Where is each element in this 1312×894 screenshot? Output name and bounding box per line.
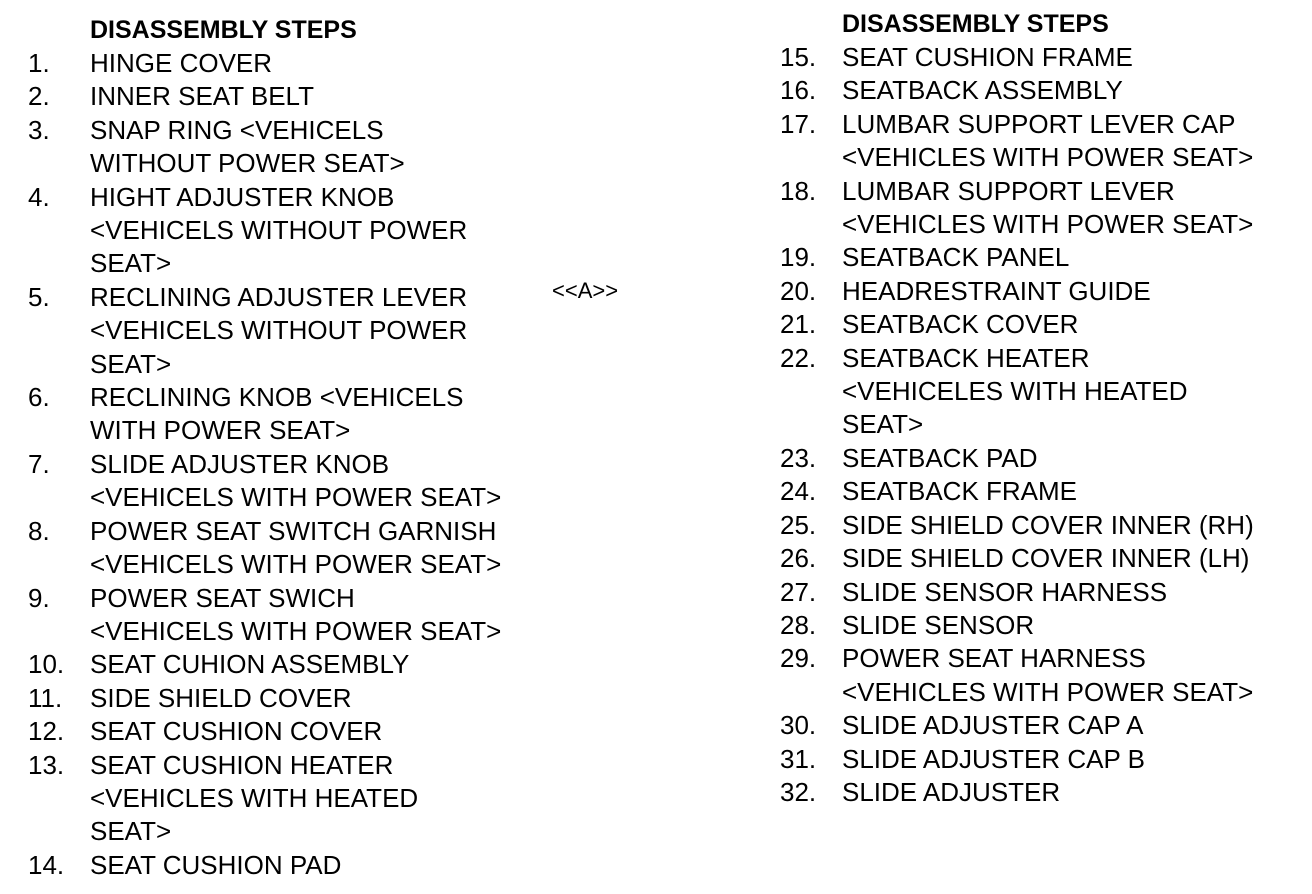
step-text <box>90 515 501 582</box>
right-steps-list <box>780 41 1254 809</box>
step-text <box>842 41 1133 74</box>
step-number: 29. <box>780 643 817 674</box>
step-text-line: SLIDE ADJUSTER KNOB <box>90 448 390 479</box>
step-item <box>780 542 1254 575</box>
step-item <box>780 275 1254 308</box>
step-item <box>780 74 1254 107</box>
step-item <box>28 682 501 715</box>
step-number: 1. <box>28 48 50 78</box>
step-item <box>28 281 501 381</box>
step-text-line: LUMBAR SUPPORT LEVER CAP <box>842 108 1236 139</box>
step-text-line: SEAT> <box>90 816 172 847</box>
step-text-line: <VEHICELS WITH POWER SEAT> <box>90 615 502 646</box>
step-number: 12. <box>28 716 65 747</box>
step-text <box>90 749 418 849</box>
step-text-line: SEAT> <box>842 409 924 440</box>
step-text-line: POWER SEAT SWICH <box>90 582 355 613</box>
step-item <box>780 175 1254 242</box>
step-item <box>780 743 1254 776</box>
step-text-line: POWER SEAT HARNESS <box>842 643 1146 674</box>
step-item <box>780 241 1254 274</box>
step-number: 24. <box>780 476 817 507</box>
step-text <box>842 576 1167 609</box>
step-text-line: SEAT> <box>90 348 172 379</box>
step-text-line: SNAP RING <VEHICELS <box>90 114 384 145</box>
step-text <box>842 475 1077 508</box>
step-text-line: SEAT CUSHION COVER <box>90 716 383 747</box>
step-text-line: SEATBACK COVER <box>842 309 1079 340</box>
step-text <box>90 648 409 681</box>
step-text-line: WITHOUT POWER SEAT> <box>90 148 405 179</box>
step-item <box>28 648 501 681</box>
step-number: 17. <box>780 108 817 139</box>
step-item <box>28 582 501 649</box>
step-text-line: HINGE COVER <box>90 48 273 78</box>
step-item <box>28 515 501 582</box>
step-text-line: SEAT CUSHION HEATER <box>90 749 394 780</box>
step-number: 28. <box>780 609 817 640</box>
step-item <box>780 576 1254 609</box>
step-text-line: <VEHICELS WITHOUT POWER <box>90 215 468 246</box>
step-number: 7. <box>28 448 50 479</box>
step-text-line: HEADRESTRAINT GUIDE <box>842 275 1151 306</box>
step-text-line: SEATBACK PAD <box>842 442 1038 473</box>
step-text-line: SIDE SHIELD COVER INNER (RH) <box>842 509 1254 540</box>
step-text <box>842 308 1078 341</box>
step-number: 25. <box>780 509 817 540</box>
step-number: 2. <box>28 81 50 112</box>
step-text <box>842 509 1254 542</box>
step-text-line: WITH POWER SEAT> <box>90 415 351 446</box>
step-number: 21. <box>780 309 817 340</box>
step-text-line: SEATBACK ASSEMBLY <box>842 75 1123 106</box>
step-number: 23. <box>780 442 817 473</box>
step-text <box>842 175 1253 242</box>
step-number: 13. <box>28 749 65 780</box>
step-text-line: SEATBACK PANEL <box>842 242 1070 273</box>
step-text-line: SEAT CUHION ASSEMBLY <box>90 649 410 680</box>
step-text-line: SLIDE ADJUSTER <box>842 776 1061 807</box>
step-text-line: HIGHT ADJUSTER KNOB <box>90 181 395 212</box>
step-number: 32. <box>780 776 817 807</box>
step-number: 20. <box>780 275 817 306</box>
step-number: 26. <box>780 543 817 574</box>
step-item <box>780 776 1254 809</box>
reference-marker: <<A>> <box>552 278 619 303</box>
step-item <box>780 41 1254 74</box>
step-text <box>90 448 501 515</box>
step-number: 10. <box>28 649 65 680</box>
step-text <box>842 609 1034 642</box>
step-text-line: SLIDE SENSOR HARNESS <box>842 576 1168 607</box>
step-text <box>842 241 1069 274</box>
step-text-line: SEATBACK FRAME <box>842 476 1078 507</box>
step-text <box>90 715 382 748</box>
step-item <box>780 108 1254 175</box>
step-item <box>28 381 501 448</box>
step-item <box>780 709 1254 742</box>
step-number: 11. <box>28 682 63 713</box>
step-text <box>90 114 405 181</box>
step-text-line: SIDE SHIELD COVER <box>90 682 352 713</box>
step-number: 9. <box>28 582 50 613</box>
step-text <box>842 275 1151 308</box>
step-text <box>90 80 314 113</box>
step-text-line: <VEHICELS WITH POWER SEAT> <box>90 482 502 513</box>
step-text-line: SEAT CUSHION PAD <box>90 849 342 880</box>
step-number: 5. <box>28 281 50 312</box>
step-number: 18. <box>780 175 817 206</box>
step-number: 14. <box>28 849 65 880</box>
step-text-line: <VEHICLES WITH POWER SEAT> <box>842 676 1254 707</box>
step-text <box>842 74 1123 107</box>
step-text <box>842 442 1038 475</box>
step-text-line: RECLINING KNOB <VEHICELS <box>90 382 464 413</box>
step-text-line: INNER SEAT BELT <box>90 81 314 112</box>
step-text-line: SEAT CUSHION FRAME <box>842 42 1133 72</box>
step-text <box>842 642 1253 709</box>
step-text-line: SLIDE ADJUSTER CAP A <box>842 710 1144 741</box>
step-number: 15. <box>780 42 817 72</box>
step-text <box>842 709 1144 742</box>
step-text <box>842 108 1253 175</box>
step-text <box>90 381 464 448</box>
step-item <box>780 308 1254 341</box>
step-text <box>842 776 1060 809</box>
step-text-line: RECLINING ADJUSTER LEVER <box>90 281 468 312</box>
step-number: 3. <box>28 114 50 145</box>
step-number: 4. <box>28 181 50 212</box>
step-item <box>780 475 1254 508</box>
step-item <box>780 609 1254 642</box>
step-text <box>842 542 1249 575</box>
step-text-line: <VEHICELS WITHOUT POWER <box>90 315 468 346</box>
step-item <box>28 114 501 181</box>
step-text <box>90 47 272 80</box>
step-number: 8. <box>28 515 50 546</box>
step-text <box>90 181 467 281</box>
step-text-line: SEAT> <box>90 248 172 279</box>
step-text <box>842 743 1145 776</box>
right-column-heading: DISASSEMBLY STEPS <box>842 10 1109 38</box>
step-item <box>28 47 501 80</box>
step-item <box>28 181 501 281</box>
left-steps-list <box>28 47 501 882</box>
step-text-line: SEATBACK HEATER <box>842 342 1090 373</box>
left-column-heading: DISASSEMBLY STEPS <box>90 16 357 44</box>
step-item <box>28 80 501 113</box>
step-item <box>780 642 1254 709</box>
step-number: 16. <box>780 75 817 106</box>
step-item <box>780 342 1254 442</box>
step-text-line: LUMBAR SUPPORT LEVER <box>842 175 1175 206</box>
step-text <box>842 342 1188 442</box>
step-item <box>28 448 501 515</box>
step-number: 22. <box>780 342 817 373</box>
step-number: 27. <box>780 576 817 607</box>
step-text-line: SLIDE SENSOR <box>842 609 1035 640</box>
step-text-line: <VEHICLES WITH POWER SEAT> <box>842 209 1254 240</box>
step-text-line: SLIDE ADJUSTER CAP B <box>842 743 1145 774</box>
step-text <box>90 281 467 381</box>
step-item <box>28 849 501 882</box>
step-number: 30. <box>780 710 817 741</box>
step-text-line: <VEHICLES WITH POWER SEAT> <box>842 142 1254 173</box>
step-text-line: <VEHICELS WITH POWER SEAT> <box>90 549 502 580</box>
step-item <box>780 442 1254 475</box>
step-text-line: POWER SEAT SWITCH GARNISH <box>90 515 497 546</box>
step-text-line: <VEHICLES WITH HEATED <box>90 782 419 813</box>
step-item <box>780 509 1254 542</box>
step-number: 6. <box>28 382 50 413</box>
step-text <box>90 849 341 882</box>
step-item <box>28 749 501 849</box>
step-text <box>90 582 501 649</box>
step-text-line: SIDE SHIELD COVER INNER (LH) <box>842 543 1250 574</box>
step-item <box>28 715 501 748</box>
step-text <box>90 682 352 715</box>
step-text-line: <VEHICELES WITH HEATED <box>842 376 1188 407</box>
step-number: 31. <box>780 743 817 774</box>
step-number: 19. <box>780 242 817 273</box>
